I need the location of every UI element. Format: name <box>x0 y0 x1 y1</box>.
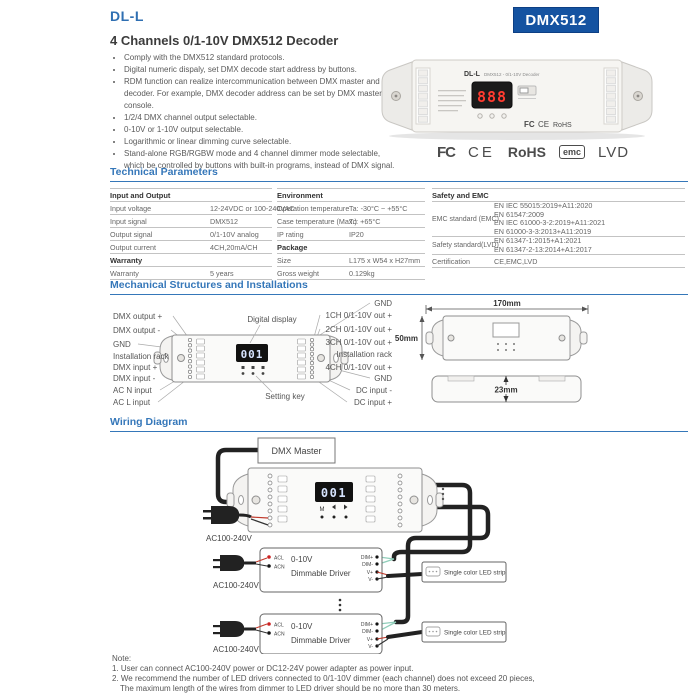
feature-item: • Stand-alone RGB/RGBW mode and 4 channel dimmer mode selectable, which be controlled by buttons with built-in programs, instead of DMX signal. <box>124 148 396 172</box>
svg-text:V-: V- <box>368 644 373 650</box>
acl-label: ACL <box>274 622 284 629</box>
lvd-logo: LVD <box>597 143 630 161</box>
screw-icon <box>559 335 565 341</box>
display-digits: 888 <box>476 88 508 106</box>
led-strip-icon <box>426 567 440 576</box>
strip-label: Single color LED strip <box>444 569 506 577</box>
driver-subtitle: Dimmable Driver <box>291 569 351 578</box>
ac-plug-icon <box>213 555 267 571</box>
note-block <box>112 654 535 694</box>
section-underline <box>110 181 688 182</box>
feature-item: • 0-10V or 1-10V output selectable. <box>124 124 396 136</box>
power-label: AC100-240V <box>213 645 259 654</box>
port-label: DC input + <box>353 398 392 407</box>
table-row: Output current 4CH,20mA/CH <box>110 241 272 254</box>
port-label: DC input - <box>355 386 392 395</box>
power-label: AC100-240V <box>213 581 259 590</box>
photo-model-subtitle: DMX512 - 0/1-10V Decoder <box>484 72 540 77</box>
svg-text:V+: V+ <box>366 570 373 576</box>
led-strip-2 <box>422 622 506 642</box>
port-label: GND <box>113 340 131 349</box>
driver-subtitle: Dimmable Driver <box>291 636 351 645</box>
port-label: DMX input - <box>113 374 156 383</box>
feature-item: • Digital numeric dispaly, set DMX decode start address by buttons. <box>124 64 396 76</box>
acn-dot <box>267 564 271 568</box>
port-label: 3CH 0/1-10V out + <box>325 338 392 347</box>
port-label: AC L input <box>113 398 151 407</box>
port-label: DMX input + <box>113 363 158 372</box>
table-row: Case temperature (Max.) Tc: +65°C <box>277 215 425 228</box>
section-underline <box>110 294 688 295</box>
menu-key-label: M <box>319 507 325 513</box>
feature-item: • 1/2/4 DMX channel output selectable. <box>124 112 396 124</box>
photo-ce-mark: CE <box>538 120 550 129</box>
device-left-cap <box>382 62 412 130</box>
strip-wire-1 <box>377 572 422 579</box>
acn-label: ACN <box>274 564 285 571</box>
terminal-screws-right <box>310 338 313 378</box>
table-row: Operation temperature Ta: -30°C ~ +55°C <box>277 202 425 215</box>
table-environment <box>277 188 425 280</box>
power-label: AC100-240V <box>206 534 252 543</box>
acl-label: ACL <box>274 555 284 562</box>
section-title-wiring: Wiring Diagram <box>110 416 188 428</box>
feature-item: • RDM function can realize intercommunication between DMX master and decoder. For example, DMX decoder address can be set by DMX master console. <box>124 76 396 112</box>
feature-item: • Logarithmic or linear dimming curve selectable. <box>124 136 396 148</box>
rohs-logo: RoHS <box>507 144 546 160</box>
acn-dot <box>267 631 271 635</box>
driver-title: 0-10V <box>291 622 313 631</box>
table-group-header: Input and Output <box>110 189 272 202</box>
dimension-side-view <box>432 376 581 402</box>
screw-icon <box>410 496 418 504</box>
feature-item: • Comply with the DMX512 standard protocols. <box>124 52 396 64</box>
note-line: 2. We recommend the number of LED drivers connected to 0/1-10V dimmer (each channel) does not exceed 20 pieces, <box>112 674 535 683</box>
table-row: Certification CE,EMC,LVD <box>432 255 685 268</box>
port-label: GND <box>374 374 392 383</box>
svg-text:DIM+: DIM+ <box>360 555 373 561</box>
acn-label: ACN <box>274 631 285 638</box>
table-row: EMC standard (EMC) EN IEC 55015:2019+A11:2020 EN 61547:2009 EN IEC 61000-3-2:2019+A11:2021 EN 61000-3-3:2013+A11:2019 <box>432 202 685 237</box>
svg-text:DIM-: DIM- <box>362 629 373 635</box>
photo-rohs-mark: RoHS <box>553 122 572 129</box>
strip-label: Single color LED strip <box>444 629 506 637</box>
product-photo <box>376 50 658 142</box>
mechanical-diagram <box>110 296 688 418</box>
screw-icon <box>448 335 454 341</box>
table-row: IP rating IP20 <box>277 228 425 241</box>
led-strip-icon <box>426 627 440 636</box>
display-digits: 001 <box>320 486 348 500</box>
dim-width-label: 170mm <box>493 299 521 308</box>
table-row: Size L175 x W54 x H27mm <box>277 254 425 267</box>
port-labels-left <box>113 312 170 407</box>
dim-depth-label: 23mm <box>494 385 518 395</box>
note-title: Note: <box>112 654 132 663</box>
table-group-header: Environment <box>277 189 425 202</box>
decoder-illustration <box>154 335 348 382</box>
setting-buttons <box>478 114 506 118</box>
port-label: 2CH 0/1-10V out + <box>325 325 392 334</box>
svg-text:V+: V+ <box>366 637 373 643</box>
port-label: DMX output + <box>113 312 163 321</box>
note-line: The maximum length of the wires from dimmer to LED driver should be no more than 30 meters. <box>120 684 461 693</box>
table-row: Output signal 0/1-10V analog <box>110 228 272 241</box>
port-label: DMX output - <box>113 326 161 335</box>
table-safety-emc <box>432 188 685 268</box>
dimmable-driver-1 <box>260 548 382 592</box>
page-title: 4 Channels 0/1-10V DMX512 Decoder <box>110 33 339 48</box>
dmx512-badge: DMX512 <box>513 7 599 33</box>
table-row: Input voltage 12-24VDC or 100-240VAC <box>110 202 272 215</box>
ac-plug-icon <box>213 621 267 637</box>
table-row: Safety standard(LVD) EN 61347-1:2015+A1:2021 EN 61347-2-13:2014+A1:2017 <box>432 237 685 255</box>
acl-dot <box>267 555 271 559</box>
table-row: Warranty 5 years <box>110 267 272 280</box>
port-label: Installation rack <box>113 352 169 361</box>
terminals-left <box>419 70 428 122</box>
strip-wire-2 <box>377 632 422 646</box>
port-label: 4CH 0/1-10V out + <box>325 363 392 372</box>
terminals-right <box>607 70 616 122</box>
dim-height-label: 50mm <box>394 334 418 343</box>
port-label: Installation rack <box>336 350 392 359</box>
wiring-diagram <box>110 432 690 654</box>
acl-dot <box>267 622 271 626</box>
svg-text:V-: V- <box>368 577 373 583</box>
feature-list <box>112 52 396 172</box>
more-drivers-ellipsis <box>339 599 342 612</box>
screw-icon <box>178 355 185 362</box>
model-name: DL-L <box>110 8 144 24</box>
port-label: 1CH 0/1-10V out + <box>325 311 392 320</box>
screw-icon <box>252 496 260 504</box>
driver-title: 0-10V <box>291 555 313 564</box>
device-right-cap <box>622 62 652 130</box>
port-labels-right <box>326 299 393 407</box>
photo-shadow <box>389 132 645 140</box>
photo-model-label: DL-L <box>464 71 480 78</box>
photo-fcc-mark: FC <box>524 120 535 129</box>
led-strip-1 <box>422 562 506 582</box>
section-title-technical: Technical Parameters <box>110 166 218 178</box>
dmx-master-label: DMX Master <box>271 446 322 456</box>
table-row: Gross weight 0.129kg <box>277 267 425 280</box>
screw-icon <box>318 355 325 362</box>
port-label: AC N input <box>113 386 152 395</box>
dimension-top-view <box>395 299 588 360</box>
display-digits: 001 <box>240 348 264 361</box>
table-group-header: Safety and EMC <box>432 189 685 202</box>
svg-text:DIM-: DIM- <box>362 562 373 568</box>
setting-key-callout: Setting key <box>265 392 305 401</box>
table-group-header: Warranty <box>110 254 272 267</box>
svg-text:DIM+: DIM+ <box>360 622 373 628</box>
note-line: 1. User can connect AC100-240V power or DC12-24V power adapter as power input. <box>112 664 414 673</box>
table-row: Input signal DMX512 <box>110 215 272 228</box>
more-channels-ellipsis <box>442 488 444 500</box>
certification-logos <box>437 140 689 164</box>
display-callout: Digital display <box>247 315 297 324</box>
emc-logo: emc <box>559 145 585 159</box>
section-title-mechanical: Mechanical Structures and Installations <box>110 279 308 291</box>
port-label: GND <box>374 299 392 308</box>
fcc-logo: FC <box>437 143 455 161</box>
ce-logo: CE <box>468 143 495 161</box>
dimmable-driver-2 <box>260 614 382 654</box>
table-group-header: Package <box>277 241 425 254</box>
